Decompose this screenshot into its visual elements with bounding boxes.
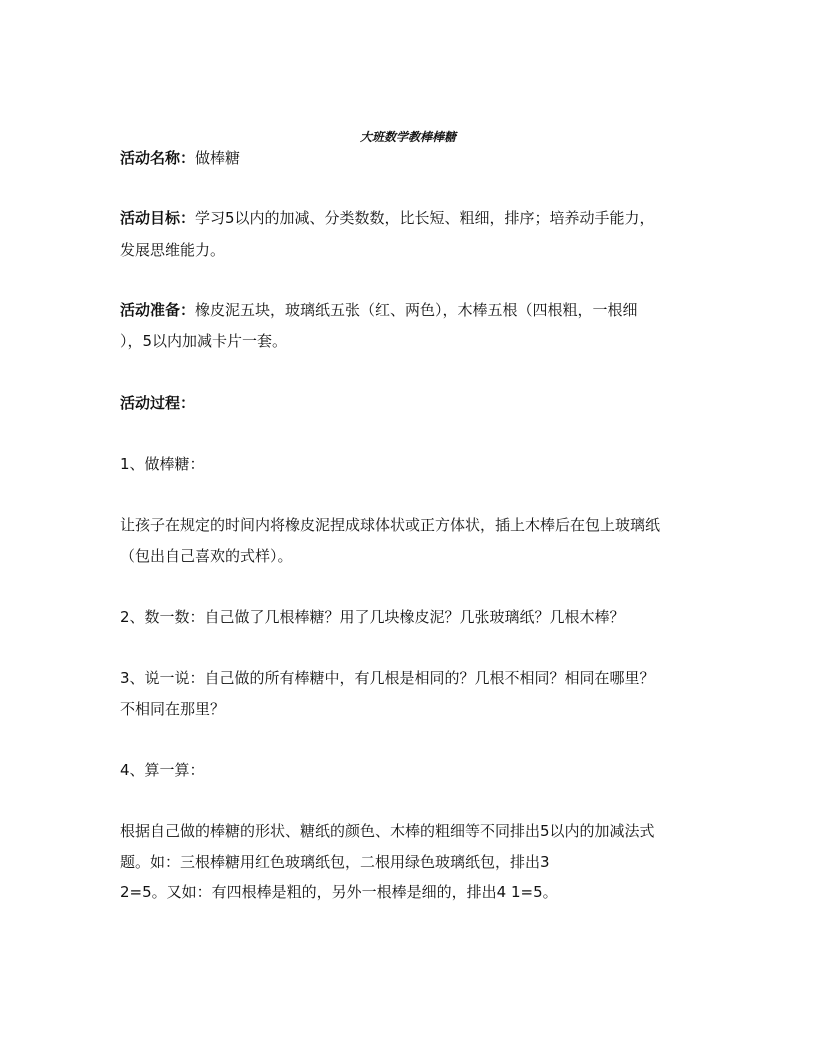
- activity-goal-line-1: [120, 208, 655, 228]
- activity-prep-line-1: [120, 300, 638, 320]
- step4-text-1: 根据自己做的棒糖的形状、糖纸的颜色、木棒的粗细等不同排出5以内的加减法式: [120, 822, 655, 840]
- step4-text-3: 2=5。又如：有四根棒是粗的，另外一根棒是细的，排出4 1=5。: [120, 883, 558, 901]
- document-title: 大班数学教棒棒糖: [359, 130, 456, 144]
- activity-goal-line-2: 发展思维能力。: [120, 241, 226, 259]
- step3-text-2: 不相同在那里？: [120, 700, 226, 718]
- activity-prep-label: 活动准备：: [120, 301, 196, 319]
- activity-name-value: 做棒糖: [195, 149, 241, 167]
- step1-text-1: 让孩子在规定的时间内将橡皮泥捏成球体状或正方体状，插上木棒后在包上玻璃纸: [120, 516, 661, 534]
- activity-prep-line-2: ），5以内加减卡片一套。: [120, 332, 288, 350]
- step1-title: 1、做棒糖：: [120, 455, 205, 473]
- activity-process-label: 活动过程：: [120, 394, 196, 412]
- step3-text-1: 3、说一说：自己做的所有棒糖中，有几根是相同的？几根不相同？相同在哪里？: [120, 669, 655, 687]
- step1-text-2: （包出自己喜欢的式样）。: [120, 547, 293, 565]
- step2-text: 2、数一数：自己做了几根棒糖？用了几块橡皮泥？几张玻璃纸？几根木棒？: [120, 608, 625, 626]
- activity-name-label: 活动名称：: [120, 149, 196, 167]
- activity-name-line: [120, 148, 240, 168]
- activity-prep-text-1: 橡皮泥五块，玻璃纸五张（红、两色），木棒五根（四根粗，一根细: [195, 301, 638, 319]
- activity-goal-text-1: 学习5以内的加减、分类数数，比长短、粗细，排序；培养动手能力，: [195, 209, 655, 227]
- activity-goal-label: 活动目标：: [120, 209, 196, 227]
- step4-title: 4、算一算：: [120, 761, 205, 779]
- step4-text-2: 题。如：三根棒糖用红色玻璃纸包，二根用绿色玻璃纸包，排出3: [120, 853, 550, 871]
